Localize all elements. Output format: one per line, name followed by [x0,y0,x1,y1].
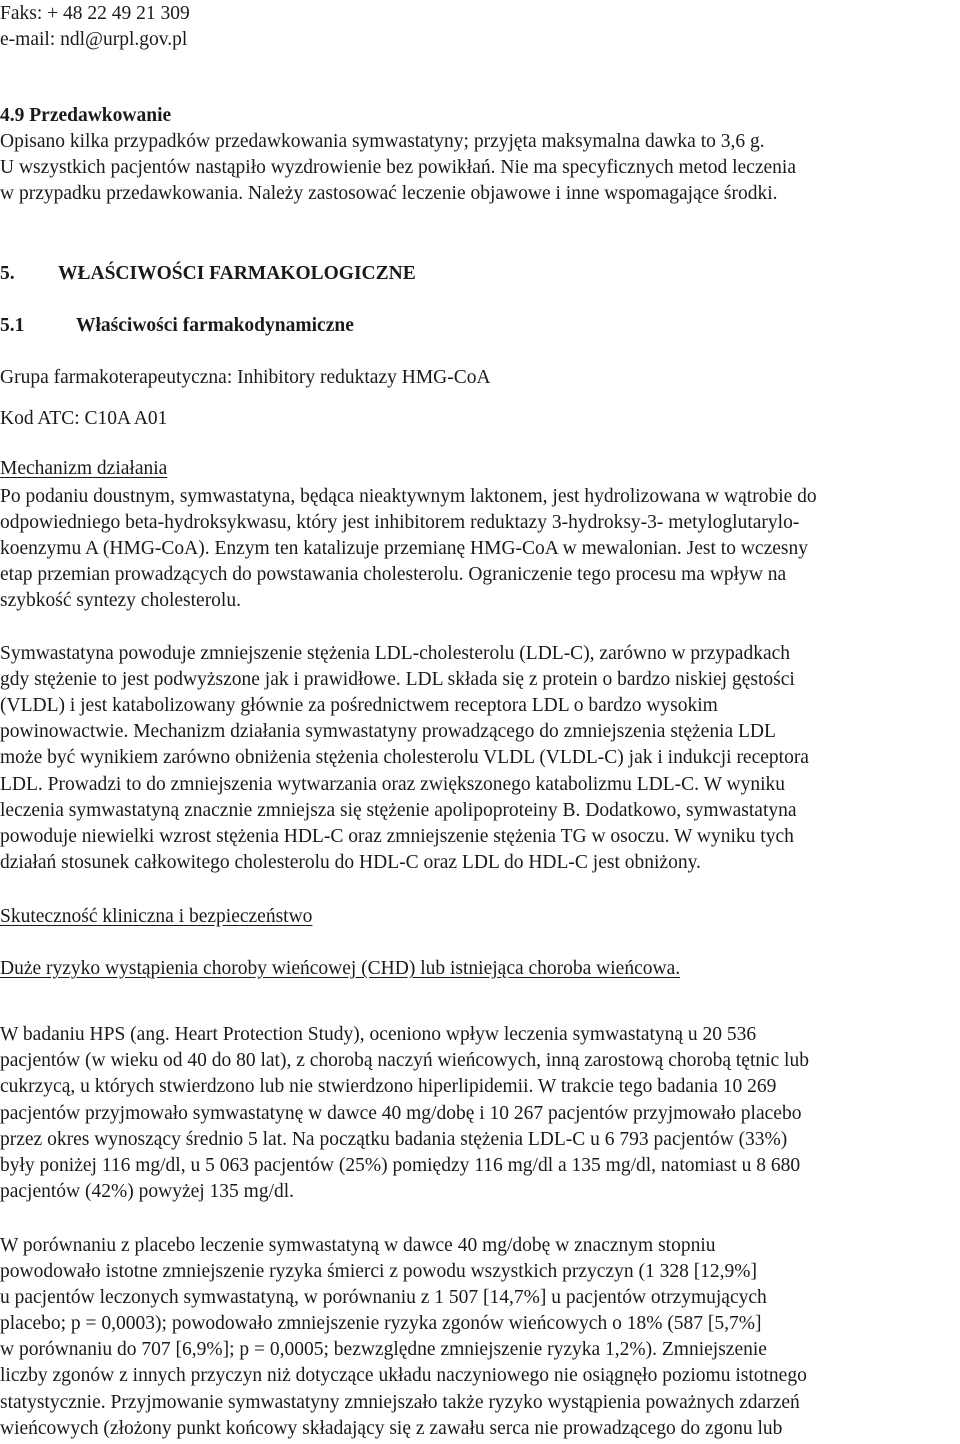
paragraph-line: etap przemian prowadzących do powstawania cholesterolu. Ograniczenie tego procesu ma wpływ na [0,564,787,585]
paragraph-line: może być wynikiem zarówno obniżenia stężenia cholesterolu VLDL (VLDL-C) jak i indukcji receptora [0,747,809,768]
section-5-title: WŁAŚCIWOŚCI FARMAKOLOGICZNE [58,263,416,284]
paragraph-line: szybkość syntezy cholesterolu. [0,590,241,611]
atc-code: Kod ATC: C10A A01 [0,408,168,429]
section-5-number: 5. [0,263,15,284]
section-4-9-heading: 4.9 Przedawkowanie [0,105,172,126]
paragraph-line: pacjentów (42%) powyżej 135 mg/dl. [0,1181,295,1202]
paragraph-line: koenzymu A (HMG-CoA). Enzym ten katalizuje przemianę HMG-CoA w mewalonian. Jest to wczesny [0,538,808,559]
paragraph-line: Symwastatyna powoduje zmniejszenie stężenia LDL-cholesterolu (LDL-C), zarówno w przypadkach [0,643,791,664]
paragraph-line: W porównaniu z placebo leczenie symwastatyną w dawce 40 mg/dobę w znacznym stopniu [0,1235,716,1256]
paragraph-line: w przypadku przedawkowania. Należy zastosować leczenie objawowe i inne wspomagające środki. [0,183,778,204]
paragraph-line: u pacjentów leczonych symwastatyną, w porównaniu z 1 507 [14,7%] u pacjentów otrzymujących [0,1287,767,1308]
paragraph-line: gdy stężenie to jest podwyższone jak i prawidłowe. LDL składa się z protein o bardzo niskiej gęstości [0,669,795,690]
paragraph-line: powoduje niewielki wzrost stężenia HDL-C oraz zmniejszenie stężenia TG w osoczu. W wyniku tych [0,826,794,847]
paragraph-line: Po podaniu doustnym, symwastatyna, będąca nieaktywnym laktonem, jest hydrolizowana w wątrobie do [0,486,817,507]
paragraph-line: pacjentów przyjmowało symwastatynę w dawce 40 mg/dobę i 10 267 pacjentów przyjmowało placebo [0,1103,802,1124]
email-line: e-mail: ndl@urpl.gov.pl [0,29,188,50]
paragraph-line: Opisano kilka przypadków przedawkowania symwastatyny; przyjęta maksymalna dawka to 3,6 g. [0,131,765,152]
pharmacotherapeutic-group: Grupa farmakoterapeutyczna: Inhibitory reduktazy HMG-CoA [0,367,491,388]
paragraph-line: powinowactwie. Mechanizm działania symwastatyny prowadzącego do zmniejszenia stężenia LDL [0,721,776,742]
section-5-1-heading [0,313,960,339]
paragraph-line: liczby zgonów z innych przyczyn niż dotyczące układu naczyniowego nie osiągnęło poziomu istotnego [0,1365,807,1386]
paragraph-line: odpowiedniego beta-hydroksykwasu, który jest inhibitorem reduktazy 3-hydroksy-3- metyloglutarylo- [0,512,800,533]
paragraph-line: placebo; p = 0,0003); powodowało zmniejszenie ryzyka zgonów wieńcowych o 18% (587 [5,7%] [0,1313,762,1334]
paragraph-line: działań stosunek całkowitego cholesterolu do HDL-C oraz LDL do HDL-C jest obniżony. [0,852,701,873]
paragraph-line: statystycznie. Przyjmowanie symwastatyny zmniejszało także ryzyko wystąpienia poważnych zdarzeń [0,1392,800,1413]
paragraph-line: cukrzycą, u których stwierdzono lub nie stwierdzono hiperlipidemii. W trakcie tego badania 10 269 [0,1076,777,1097]
paragraph-line: U wszystkich pacjentów nastąpiło wyzdrowienie bez powikłań. Nie ma specyficznych metod leczenia [0,157,796,178]
paragraph-line: powodowało istotne zmniejszenie ryzyka śmierci z powodu wszystkich przyczyn (1 328 [12,9%] [0,1261,758,1282]
mechanism-heading: Mechanizm działania [0,458,168,479]
paragraph-line: W badaniu HPS (ang. Heart Protection Study), oceniono wpływ leczenia symwastatyną u 20 536 [0,1024,757,1045]
paragraph-line: LDL. Prowadzi to do zmniejszenia wytwarzania oraz zwiększonego katabolizmu LDL-C. W wyniku [0,774,785,795]
paragraph-line: wieńcowych (złożony punkt końcowy składający się z zawału serca nie prowadzącego do zgonu lub [0,1418,783,1439]
paragraph-line: (VLDL) i jest katabolizowany głównie za pośrednictwem receptora LDL o bardzo wysokim [0,695,718,716]
efficacy-subheading: Duże ryzyko wystąpienia choroby wieńcowej (CHD) lub istniejąca choroba wieńcowa. [0,958,681,979]
paragraph-line: były poniżej 116 mg/dl, u 5 063 pacjentów (25%) pomiędzy 116 mg/dl a 135 mg/dl, natomiast u 8 680 [0,1155,801,1176]
paragraph-line: przez okres wynoszący średnio 5 lat. Na początku badania stężenia LDL-C u 6 793 pacjentów (33%) [0,1129,788,1150]
section-5-1-number: 5.1 [0,315,25,336]
fax-line: Faks: + 48 22 49 21 309 [0,3,190,24]
paragraph-line: leczenia symwastatyną znacznie zmniejsza się stężenie apolipoproteiny B. Dodatkowo, symwastatyna [0,800,797,821]
section-5-1-title: Właściwości farmakodynamiczne [76,315,354,336]
efficacy-heading: Skuteczność kliniczna i bezpieczeństwo [0,906,313,927]
section-5-heading [0,261,960,287]
paragraph-line: pacjentów (w wieku od 40 do 80 lat), z chorobą naczyń wieńcowych, inną zarostową chorobą tętnic lub [0,1050,809,1071]
paragraph-line: w porównaniu do 707 [6,9%]; p = 0,0005; bezwzględne zmniejszenie ryzyka 1,2%). Zmniejszenie [0,1339,767,1360]
